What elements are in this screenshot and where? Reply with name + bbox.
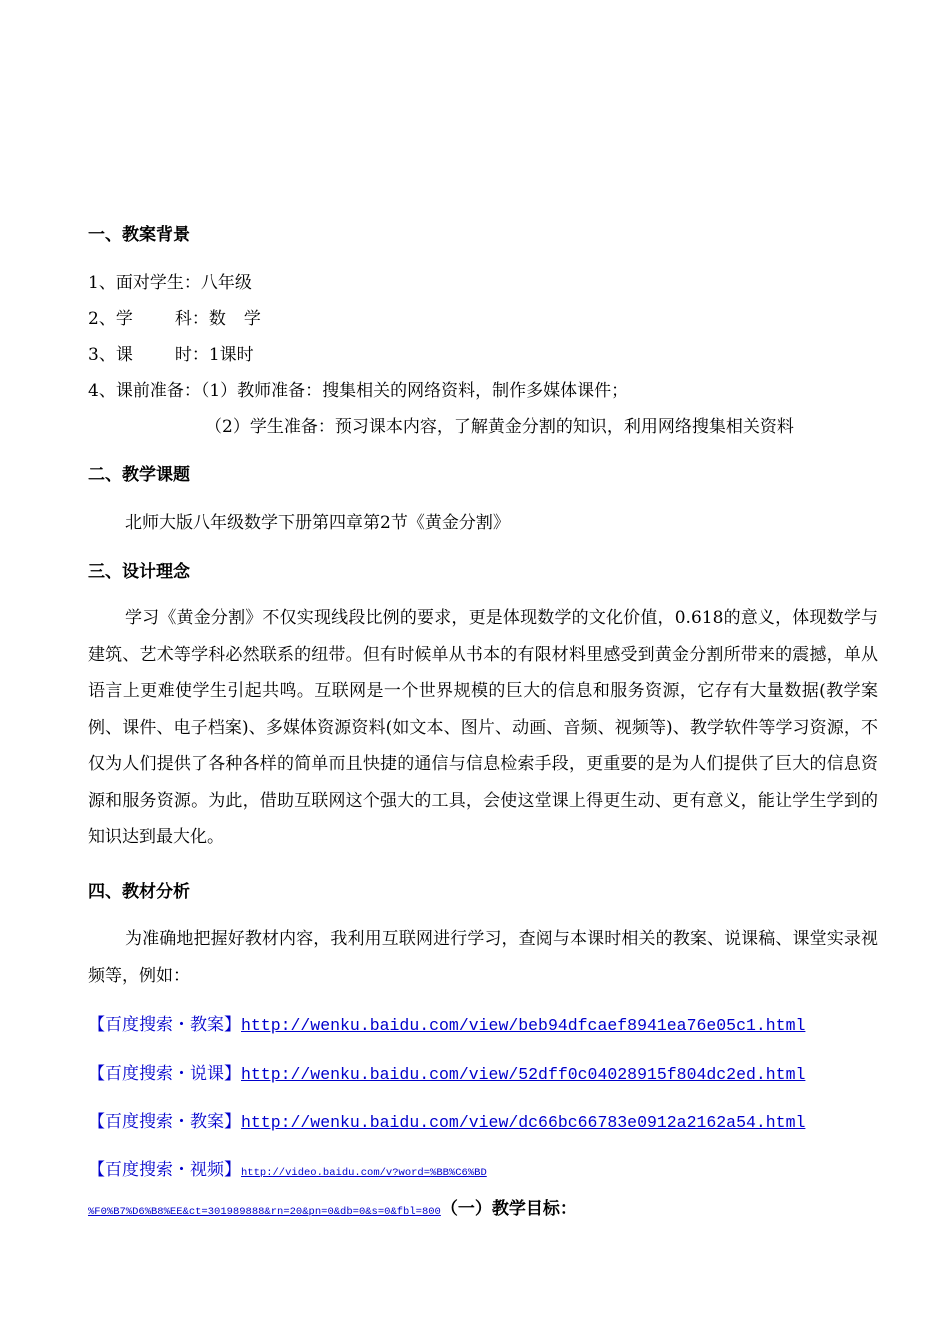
design-paragraph: 学习《黄金分割》不仅实现线段比例的要求，更是体现数学的文化价值，0.618的意义，体现数学与建筑、艺术等学科必然联系的纽带。但有时候单从书本的有限材料里感受到黄金分割所带来的震撼，单从语言上更难使学生引起共鸣。互联网是一个世界规模的巨大的信息和服务资源，它存有大量数据(教学案例、课件、电子档案)、多媒体资源资料(如文本、图片、动画、音频、视频等)、教学软件等学习资源，不仅为人们提供了各种各样的简单而且快捷的通信与信息检索手段，更重要的是为人们提供了巨大的信息资源和服务资源。为此，借助互联网这个强大的工具，会使这堂课上得更生动、更有意义，能让学生学到的知识达到最大化。: [88, 608, 878, 847]
background-grade: 1、面对学生：八年级: [88, 273, 252, 293]
link-tag-2: 【百度搜索・说课】: [88, 1064, 241, 1084]
background-student-preparation: （2）学生准备：预习课本内容，了解黄金分割的知识，利用网络搜集相关资料: [205, 417, 794, 437]
analysis-paragraph: 为准确地把握好教材内容，我利用互联网进行学习，查阅与本课时相关的教案、说课稿、课堂实录视频等，例如：: [88, 929, 878, 986]
subject-label-b: 科：数: [174, 309, 226, 329]
link-url-4-part2[interactable]: %F0%B7%D6%B8%EE&ct=301989888&rn=20&pn=0&db=0&s=0&fbl=800: [88, 1206, 441, 1218]
link-tag-4: 【百度搜索・视频】: [88, 1160, 241, 1180]
link-tag-1: 【百度搜索・教案】: [88, 1015, 241, 1035]
topic-text: 北师大版八年级数学下册第四章第2节《黄金分割》: [125, 513, 510, 533]
reference-link-3: [88, 1112, 805, 1133]
subject-label-c: 学: [243, 309, 261, 329]
section-heading-analysis: 四、教材分析: [88, 882, 190, 902]
link-url-3[interactable]: http://wenku.baidu.com/view/dc66bc66783e0912a2162a54.html: [241, 1113, 806, 1132]
link-tag-3: 【百度搜索・教案】: [88, 1112, 241, 1132]
hours-label-b: 时：1课时: [174, 345, 254, 365]
link-url-1[interactable]: http://wenku.baidu.com/view/beb94dfcaef8941ea76e05c1.html: [241, 1016, 806, 1035]
section-heading-topic: 二、教学课题: [88, 465, 190, 485]
reference-link-4-continued: [88, 1199, 577, 1222]
reference-link-4: [88, 1160, 487, 1183]
background-subject: [88, 309, 261, 329]
reference-link-2: [88, 1064, 805, 1085]
subject-label-a: 2、学: [88, 309, 133, 329]
background-hours: [88, 345, 254, 365]
link-url-4-part1[interactable]: http://video.baidu.com/v?word=%BB%C6%BD: [241, 1167, 487, 1179]
teaching-goals-heading: （一）教学目标：: [440, 1199, 577, 1219]
reference-link-1: [88, 1015, 805, 1036]
section-heading-background: 一、教案背景: [88, 225, 190, 245]
hours-label-a: 3、课: [88, 345, 133, 365]
link-url-2[interactable]: http://wenku.baidu.com/view/52dff0c04028915f804dc2ed.html: [241, 1065, 806, 1084]
section-heading-design: 三、设计理念: [88, 562, 190, 582]
background-preparation: 4、课前准备：（1）教师准备：搜集相关的网络资料，制作多媒体课件；: [88, 381, 629, 401]
